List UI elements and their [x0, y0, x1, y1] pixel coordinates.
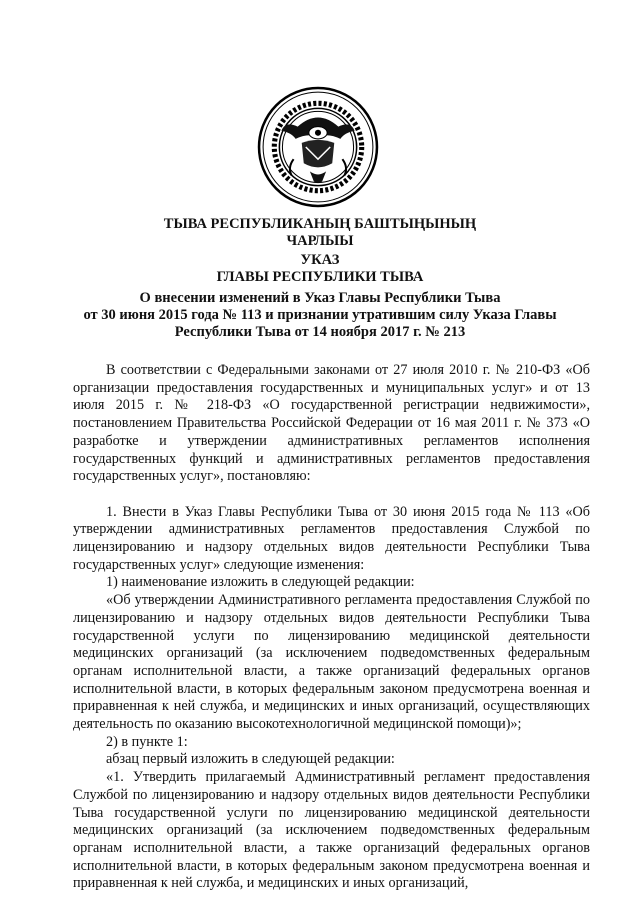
subitem-1-paragraph: 1) наименование изложить в следующей редакции: — [106, 574, 415, 591]
decree-type-line: УКАЗ — [300, 252, 340, 268]
item-1-paragraph: 1. Внести в Указ Главы Республики Тыва от 30 июня 2015 года № 113 «Об утверждении административных регламентов предоставления Службой по лицензированию и надзору отдельных видов деятельности Республики Тыва государственных услуг» следующие изменения: — [73, 503, 590, 573]
subitem-2-text: абзац первый изложить в следующей редакции: — [106, 751, 395, 768]
quoted-title-paragraph: «Об утверждении Административного регламента предоставления Службой по лицензированию и надзору отдельных видов деятельности Республики Тыва государственной услуги по лицензированию медицинской деятельности медицинских организаций (за исключением подведомственных федеральным органам исполнительной власти, а также организаций федеральных органов исполнительной власти, в которых федеральным законом предусмотрена военная и приравненная к ней служба, и медицинских и иных организаций, осуществляющих деятельность по оказанию высокотехнологичной медицинской помощи)»; — [73, 592, 590, 733]
org-name-line: ТЫВА РЕСПУБЛИКАНЫҢ БАШТЫҢЫНЫҢ — [163, 216, 477, 232]
decree-type-heading — [60, 252, 580, 286]
decree-title-line: от 30 июня 2015 года № 113 и признании утратившим силу Указа Главы — [83, 307, 557, 323]
org-name-line: ЧАРЛЫЫ — [286, 233, 354, 249]
decree-body — [73, 362, 590, 893]
decree-title-line: Республики Тыва от 14 ноября 2017 г. № 213 — [174, 324, 466, 340]
quoted-clause-paragraph: «1. Утвердить прилагаемый Административный регламент предоставления Службой по лицензированию и надзору отдельных видов деятельности Республики Тыва государственной услуги по лицензированию медицинской деятельности медицинских организаций (за исключением подведомственных федеральным органам исполнительной власти, а также организаций федеральных органов исполнительной власти, в которых федеральным законом предусмотрена военная и приравненная к ней служба, и медицинских и иных организаций, — [73, 769, 590, 892]
preamble-paragraph: В соответствии с Федеральными законами от 27 июля 2010 г. № 210-ФЗ «Об организации предоставления государственных и муниципальных услуг» и от 13 июля 2015 г. № 218-ФЗ «О государственной регистрации недвижимости», постановлением Правительства Российской Федерации от 16 мая 2011 г. № 373 «О разработке и утверждении административных регламентов исполнения государственных функций и административных регламентов предоставления государственных услуг», постановляю: — [73, 362, 590, 485]
decree-title-line: О внесении изменений в Указ Главы Республики Тыва — [139, 290, 501, 306]
coat-of-arms-icon — [257, 86, 379, 208]
decree-title — [60, 290, 580, 341]
org-name-heading — [60, 216, 580, 250]
subitem-2-paragraph: 2) в пункте 1: — [106, 733, 188, 750]
decree-type-line: ГЛАВЫ РЕСПУБЛИКИ ТЫВА — [216, 269, 424, 285]
